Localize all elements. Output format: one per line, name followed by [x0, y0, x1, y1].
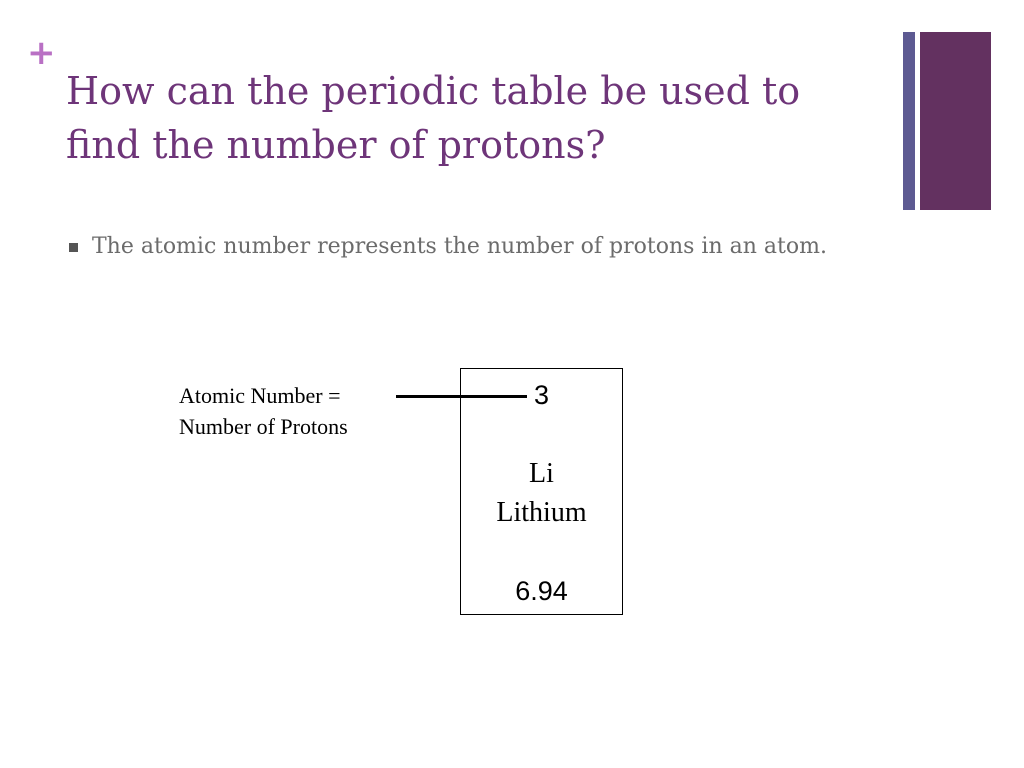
atomic-number-callout: [179, 380, 348, 442]
element-atomic-mass: 6.94: [515, 576, 568, 606]
element-atomic-number: 3: [533, 380, 550, 410]
plus-mark-icon: +: [27, 33, 56, 73]
element-name: Lithium: [496, 497, 587, 528]
accent-bar-thin: [903, 32, 915, 210]
element-tile: [460, 368, 623, 615]
callout-line-1: Atomic Number =: [179, 383, 341, 408]
bullet-item: [66, 230, 876, 264]
accent-bar-thick: [920, 32, 991, 210]
bullet-list: [66, 230, 876, 264]
bullet-text: The atomic number represents the number of protons in an atom.: [92, 234, 827, 259]
element-symbol: Li: [529, 458, 554, 489]
square-bullet-icon: [69, 243, 78, 252]
slide-title: How can the periodic table be used to find the number of protons?: [66, 69, 801, 167]
callout-line-2: Number of Protons: [179, 414, 348, 439]
